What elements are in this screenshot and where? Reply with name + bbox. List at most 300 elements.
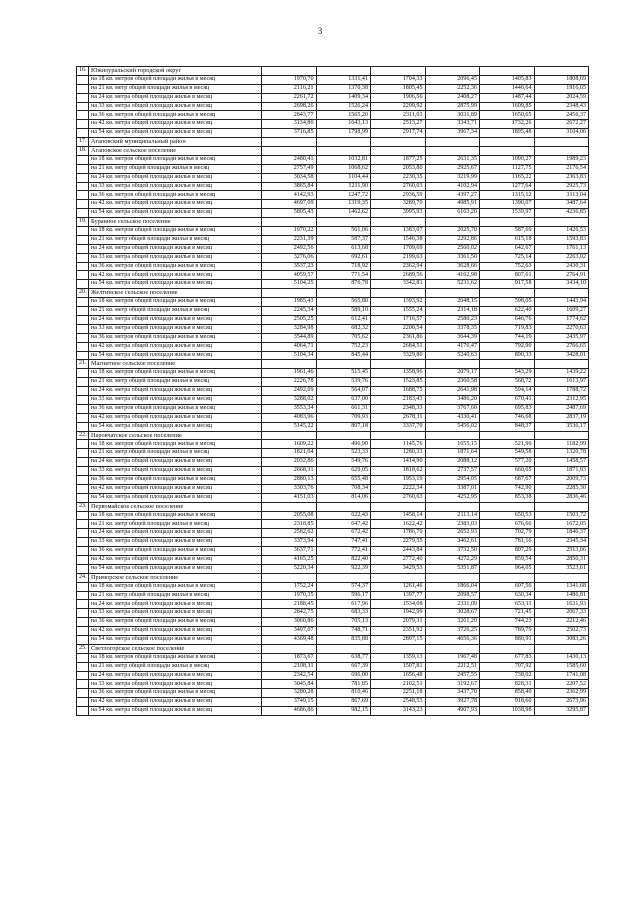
value-cell: 1656,48: [371, 671, 426, 680]
table-row: [77, 351, 589, 360]
section-row: [77, 138, 589, 147]
value-cell: 1277,64: [480, 182, 535, 191]
row-label-cell: на 42 кв. метра общей площади жилья в месяц: [89, 555, 262, 564]
table-row: [77, 307, 589, 316]
value-cell: [316, 147, 371, 156]
value-cell: 982,15: [316, 707, 371, 716]
value-cell: 2226,78: [262, 378, 317, 387]
value-cell: 1761,13: [534, 244, 589, 253]
value-cell: 1127,75: [480, 164, 535, 173]
value-cell: 2200,54: [371, 324, 426, 333]
value-cell: 1970,35: [262, 591, 317, 600]
value-cell: 964,05: [480, 564, 535, 573]
row-label-cell: на 36 кв. метров общей площади жилья в месяц: [89, 404, 262, 413]
value-cell: 3303,76: [262, 484, 317, 493]
value-cell: 2492,09: [262, 387, 317, 396]
value-cell: 1370,38: [316, 84, 371, 93]
value-cell: 2183,43: [371, 395, 426, 404]
value-cell: [262, 644, 317, 653]
value-cell: 2348,33: [371, 404, 426, 413]
value-cell: 630,34: [480, 591, 535, 600]
table-row: [77, 475, 589, 484]
row-label-cell: на 18 кв. метров общей площади жилья в месяц: [89, 582, 262, 591]
value-cell: [316, 360, 371, 369]
value-cell: 1331,41: [316, 75, 371, 84]
value-cell: 5456,02: [425, 422, 480, 431]
value-cell: 2954,05: [425, 475, 480, 484]
value-cell: 1526,24: [316, 102, 371, 111]
row-number-cell: [77, 582, 89, 591]
table-row: [77, 387, 589, 396]
row-label-cell: на 36 кв. метров общей площади жилья в месяц: [89, 475, 262, 484]
value-cell: 1426,53: [534, 227, 589, 236]
value-cell: 718,92: [316, 262, 371, 271]
value-cell: 2231,39: [262, 235, 317, 244]
value-cell: 615,18: [480, 235, 535, 244]
value-cell: 1319,35: [316, 200, 371, 209]
value-cell: 2513,27: [371, 120, 426, 129]
value-cell: 3486,20: [425, 395, 480, 404]
value-cell: 692,61: [316, 253, 371, 262]
value-cell: 2048,15: [425, 298, 480, 307]
row-label-cell: на 24 кв. метра общей площади жилья в месяц: [89, 244, 262, 253]
value-cell: 1539,97: [480, 209, 535, 218]
value-cell: 890,33: [480, 351, 535, 360]
value-cell: [480, 138, 535, 147]
value-cell: 2383,03: [425, 520, 480, 529]
value-cell: 3967,34: [425, 129, 480, 138]
value-cell: 2079,17: [425, 369, 480, 378]
value-cell: 3289,70: [371, 200, 426, 209]
value-cell: [262, 360, 317, 369]
section-row: [77, 67, 589, 76]
table-row: [77, 173, 589, 182]
row-number-cell: [77, 227, 89, 236]
value-cell: 2251,18: [371, 689, 426, 698]
value-cell: [480, 644, 535, 653]
row-number-cell: [77, 307, 89, 316]
row-number-cell: [77, 324, 89, 333]
value-cell: 2053,80: [371, 164, 426, 173]
section-title-cell: Первомайское сельское поселение: [89, 502, 262, 511]
value-cell: [316, 67, 371, 76]
value-cell: 3865,84: [262, 182, 317, 191]
value-cell: 2505,25: [262, 315, 317, 324]
value-cell: 612,41: [316, 315, 371, 324]
row-label-cell: на 18 кв. метров общей площади жилья в месяц: [89, 298, 262, 307]
value-cell: 771,54: [316, 271, 371, 280]
table-row: [77, 253, 589, 262]
row-number-cell: 19.: [77, 218, 89, 227]
section-title-cell: Буранное сельское поселение: [89, 218, 262, 227]
value-cell: 1774,62: [534, 315, 589, 324]
row-number-cell: [77, 395, 89, 404]
value-cell: 789,79: [480, 627, 535, 636]
value-cell: 1458,57: [534, 458, 589, 467]
value-cell: 4369,48: [262, 636, 317, 645]
value-cell: 3343,71: [425, 120, 480, 129]
value-cell: 2055,08: [262, 511, 317, 520]
table-row: [77, 191, 589, 200]
value-cell: 922,39: [316, 564, 371, 573]
value-cell: 589,10: [316, 307, 371, 316]
value-cell: 2850,31: [534, 555, 589, 564]
row-label-cell: на 33 кв. метра общей площади жилья в месяц: [89, 324, 262, 333]
value-cell: 3295,87: [534, 707, 589, 716]
row-label-cell: на 24 кв. метра общей площади жилья в месяц: [89, 173, 262, 182]
value-cell: 1732,26: [480, 120, 535, 129]
table-row: [77, 680, 589, 689]
value-cell: 1430,13: [534, 653, 589, 662]
row-label-cell: на 54 кв. метра общей площади жилья в месяц: [89, 707, 262, 716]
value-cell: 1970,22: [262, 227, 317, 236]
value-cell: 1534,08: [371, 600, 426, 609]
row-number-cell: [77, 173, 89, 182]
value-cell: 1038,98: [480, 707, 535, 716]
row-label-cell: на 21 кв. метр общей площади жилья в месяц: [89, 591, 262, 600]
value-cell: 2207,52: [534, 680, 589, 689]
row-label-cell: на 42 кв. метра общей площади жилья в месяц: [89, 484, 262, 493]
value-cell: 3536,17: [534, 422, 589, 431]
value-cell: 2435,97: [534, 333, 589, 342]
value-cell: 880,91: [480, 636, 535, 645]
table-row: [77, 84, 589, 93]
value-cell: 2875,99: [425, 102, 480, 111]
value-cell: [534, 573, 589, 582]
value-cell: 1486,81: [534, 591, 589, 600]
value-cell: [425, 502, 480, 511]
table-row: [77, 484, 589, 493]
value-cell: 1104,44: [316, 173, 371, 182]
value-cell: 676,66: [480, 520, 535, 529]
value-cell: 1358,96: [371, 369, 426, 378]
value-cell: 695,83: [480, 404, 535, 413]
value-cell: 4252,95: [425, 493, 480, 502]
value-cell: 1211,90: [316, 182, 371, 191]
table-row: [77, 671, 589, 680]
value-cell: 1397,77: [371, 591, 426, 600]
value-cell: 2672,27: [534, 120, 589, 129]
value-cell: 521,96: [480, 440, 535, 449]
value-cell: 696,00: [316, 671, 371, 680]
value-cell: 702,79: [480, 529, 535, 538]
value-cell: 2025,70: [425, 227, 480, 236]
value-cell: 2209,92: [371, 102, 426, 111]
row-number-cell: [77, 93, 89, 102]
row-number-cell: [77, 413, 89, 422]
value-cell: 1752,24: [262, 582, 317, 591]
value-cell: 587,69: [480, 227, 535, 236]
value-cell: 1458,14: [371, 511, 426, 520]
value-cell: 709,93: [316, 413, 371, 422]
row-label-cell: на 21 кв. метр общей площади жилья в месяц: [89, 378, 262, 387]
value-cell: 638,77: [316, 653, 371, 662]
value-cell: 2842,75: [262, 609, 317, 618]
value-cell: [316, 644, 371, 653]
row-number-cell: [77, 458, 89, 467]
value-cell: [534, 502, 589, 511]
value-cell: 2837,19: [534, 413, 589, 422]
value-cell: 2362,99: [534, 689, 589, 698]
value-cell: [316, 289, 371, 298]
table-row: [77, 458, 589, 467]
value-cell: 5104,25: [262, 280, 317, 289]
value-cell: 2836,46: [534, 493, 589, 502]
row-label-cell: на 54 кв. метра общей площади жилья в месяц: [89, 564, 262, 573]
table-row: [77, 618, 589, 627]
value-cell: 1613,97: [534, 378, 589, 387]
row-number-cell: 23.: [77, 502, 89, 511]
row-label-cell: на 42 кв. метра общей площади жилья в месяц: [89, 200, 262, 209]
row-label-cell: на 33 кв. метра общей площади жилья в месяц: [89, 680, 262, 689]
value-cell: 2502,73: [534, 627, 589, 636]
section-row: [77, 573, 589, 582]
row-number-cell: 25.: [77, 644, 89, 653]
row-label-cell: на 21 кв. метр общей площади жилья в месяц: [89, 84, 262, 93]
value-cell: 2678,11: [371, 413, 426, 422]
table-row: [77, 404, 589, 413]
value-cell: 4059,57: [262, 271, 317, 280]
row-number-cell: [77, 627, 89, 636]
value-cell: 1895,48: [480, 129, 535, 138]
row-label-cell: на 18 кв. метров общей площади жилья в месяц: [89, 653, 262, 662]
value-cell: 2098,57: [425, 591, 480, 600]
table-row: [77, 182, 589, 191]
value-cell: [371, 218, 426, 227]
value-cell: 1409,34: [316, 93, 371, 102]
row-label-cell: на 33 кв. метра общей площади жилья в месяц: [89, 395, 262, 404]
section-row: [77, 289, 589, 298]
row-number-cell: [77, 378, 89, 387]
value-cell: 670,41: [480, 395, 535, 404]
value-cell: 2361,86: [371, 333, 426, 342]
value-cell: 2096,45: [425, 75, 480, 84]
table-body: [77, 67, 589, 716]
value-cell: 3034,58: [262, 173, 317, 182]
value-cell: 2362,94: [371, 262, 426, 271]
row-label-cell: на 24 кв. метра общей площади жилья в месяц: [89, 93, 262, 102]
table-row: [77, 200, 589, 209]
value-cell: 496,90: [316, 440, 371, 449]
row-label-cell: на 42 кв. метра общей площади жилья в месяц: [89, 627, 262, 636]
value-cell: 1523,85: [371, 378, 426, 387]
value-cell: 2513,66: [534, 547, 589, 556]
value-cell: 3045,84: [262, 680, 317, 689]
value-cell: 1462,62: [316, 209, 371, 218]
value-cell: 637,00: [316, 395, 371, 404]
table-row: [77, 111, 589, 120]
table-row: [77, 511, 589, 520]
table-row: [77, 591, 589, 600]
value-cell: 2673,96: [534, 698, 589, 707]
value-cell: [534, 138, 589, 147]
value-cell: 4151,03: [262, 493, 317, 502]
section-title-cell: Приморское сельское поселение: [89, 573, 262, 582]
value-cell: 1446,64: [480, 84, 535, 93]
value-cell: 4697,09: [262, 200, 317, 209]
housing-cost-table: [76, 66, 589, 716]
table-row: [77, 75, 589, 84]
value-cell: 642,67: [480, 244, 535, 253]
value-cell: 1487,44: [480, 93, 535, 102]
value-cell: 4656,36: [425, 636, 480, 645]
value-cell: 622,43: [316, 511, 371, 520]
table-row: [77, 227, 589, 236]
value-cell: 3995,93: [371, 209, 426, 218]
row-label-cell: на 36 кв. метров общей площади жилья в месяц: [89, 618, 262, 627]
row-number-cell: [77, 698, 89, 707]
value-cell: 1866,04: [425, 582, 480, 591]
value-cell: 2263,02: [534, 253, 589, 262]
value-cell: [480, 431, 535, 440]
row-label-cell: на 54 кв. метра общей площади жилья в месяц: [89, 636, 262, 645]
value-cell: 1320,78: [534, 449, 589, 458]
value-cell: 807,18: [316, 422, 371, 431]
section-row: [77, 218, 589, 227]
value-cell: 598,05: [480, 298, 535, 307]
table-row: [77, 378, 589, 387]
value-cell: 747,41: [316, 538, 371, 547]
table-row: [77, 698, 589, 707]
value-cell: 2760,03: [371, 182, 426, 191]
value-cell: 1716,57: [371, 315, 426, 324]
row-label-cell: на 33 кв. метра общей площади жилья в месяц: [89, 253, 262, 262]
table-row: [77, 244, 589, 253]
value-cell: 1622,42: [371, 520, 426, 529]
value-cell: 3373,94: [262, 538, 317, 547]
table-row: [77, 342, 589, 351]
value-cell: 858,40: [480, 689, 535, 698]
value-cell: 1704,33: [371, 75, 426, 84]
section-row: [77, 147, 589, 156]
value-cell: [480, 360, 535, 369]
row-number-cell: [77, 671, 89, 680]
table-row: [77, 600, 589, 609]
row-number-cell: [77, 75, 89, 84]
value-cell: 650,53: [480, 511, 535, 520]
value-cell: 918,60: [480, 698, 535, 707]
value-cell: 3428,01: [534, 351, 589, 360]
row-label-cell: на 24 кв. метра общей площади жилья в месяц: [89, 529, 262, 538]
row-number-cell: [77, 262, 89, 271]
value-cell: 564,07: [316, 387, 371, 396]
value-cell: [262, 573, 317, 582]
row-label-cell: на 54 кв. метра общей площади жилья в месяц: [89, 280, 262, 289]
value-cell: 1443,94: [534, 298, 589, 307]
value-cell: 3487,64: [534, 200, 589, 209]
row-number-cell: [77, 244, 89, 253]
row-number-cell: [77, 102, 89, 111]
value-cell: [262, 67, 317, 76]
value-cell: [371, 147, 426, 156]
value-cell: 2631,35: [425, 155, 480, 164]
row-label-cell: на 33 кв. метра общей площади жилья в месяц: [89, 467, 262, 476]
value-cell: 6163,20: [425, 209, 480, 218]
row-label-cell: на 33 кв. метра общей площади жилья в месяц: [89, 102, 262, 111]
value-cell: 1818,62: [371, 467, 426, 476]
value-cell: 2188,45: [262, 600, 317, 609]
row-label-cell: на 42 кв. метра общей площади жилья в месяц: [89, 342, 262, 351]
value-cell: 3288,02: [262, 395, 317, 404]
value-cell: [534, 644, 589, 653]
row-number-cell: [77, 191, 89, 200]
table-row: [77, 315, 589, 324]
value-cell: 687,67: [480, 475, 535, 484]
value-cell: [425, 573, 480, 582]
value-cell: 719,83: [480, 324, 535, 333]
value-cell: 2345,34: [534, 538, 589, 547]
value-cell: 707,92: [480, 662, 535, 671]
value-cell: 3361,50: [425, 253, 480, 262]
value-cell: 3644,39: [425, 333, 480, 342]
value-cell: 725,14: [480, 253, 535, 262]
value-cell: 2067,33: [534, 609, 589, 618]
value-cell: 2113,14: [425, 511, 480, 520]
row-label-cell: на 33 кв. метра общей площади жилья в месяц: [89, 182, 262, 191]
value-cell: 561,06: [316, 227, 371, 236]
value-cell: 4397,27: [425, 191, 480, 200]
value-cell: 2548,53: [371, 698, 426, 707]
value-cell: 647,42: [316, 520, 371, 529]
value-cell: 853,38: [480, 493, 535, 502]
value-cell: 1341,68: [534, 582, 589, 591]
value-cell: 2582,62: [262, 529, 317, 538]
value-cell: 667,39: [316, 662, 371, 671]
value-cell: 1985,43: [262, 298, 317, 307]
value-cell: 848,37: [480, 422, 535, 431]
value-cell: 4162,98: [425, 271, 480, 280]
value-cell: [371, 431, 426, 440]
value-cell: 917,58: [480, 280, 535, 289]
value-cell: 1650,65: [480, 111, 535, 120]
section-title-cell: Светлогорское сельское поселение: [89, 644, 262, 653]
value-cell: 1672,05: [534, 520, 589, 529]
row-label-cell: на 18 кв. метров общей площади жилья в месяц: [89, 227, 262, 236]
section-row: [77, 644, 589, 653]
value-cell: 1165,22: [480, 173, 535, 182]
table-row: [77, 538, 589, 547]
value-cell: [316, 431, 371, 440]
value-cell: 577,20: [480, 458, 535, 467]
value-cell: 2936,59: [371, 191, 426, 200]
value-cell: 3637,71: [262, 547, 317, 556]
value-cell: [480, 289, 535, 298]
row-number-cell: [77, 120, 89, 129]
row-number-cell: [77, 618, 89, 627]
value-cell: 1359,13: [371, 653, 426, 662]
row-number-cell: [77, 111, 89, 120]
value-cell: 2580,23: [425, 315, 480, 324]
value-cell: 1643,13: [316, 120, 371, 129]
value-cell: 2457,55: [425, 671, 480, 680]
value-cell: 523,33: [316, 449, 371, 458]
section-row: [77, 502, 589, 511]
value-cell: 660,05: [480, 467, 535, 476]
value-cell: 2270,63: [534, 324, 589, 333]
value-cell: [316, 502, 371, 511]
value-cell: 810,46: [316, 689, 371, 698]
value-cell: 683,33: [316, 609, 371, 618]
value-cell: [316, 138, 371, 147]
row-number-cell: 18.: [77, 147, 89, 156]
row-number-cell: [77, 404, 89, 413]
value-cell: [262, 431, 317, 440]
table-row: [77, 333, 589, 342]
value-cell: 3497,07: [262, 627, 317, 636]
value-cell: 3342,81: [371, 280, 426, 289]
value-cell: 2245,34: [262, 307, 317, 316]
row-number-cell: [77, 422, 89, 431]
